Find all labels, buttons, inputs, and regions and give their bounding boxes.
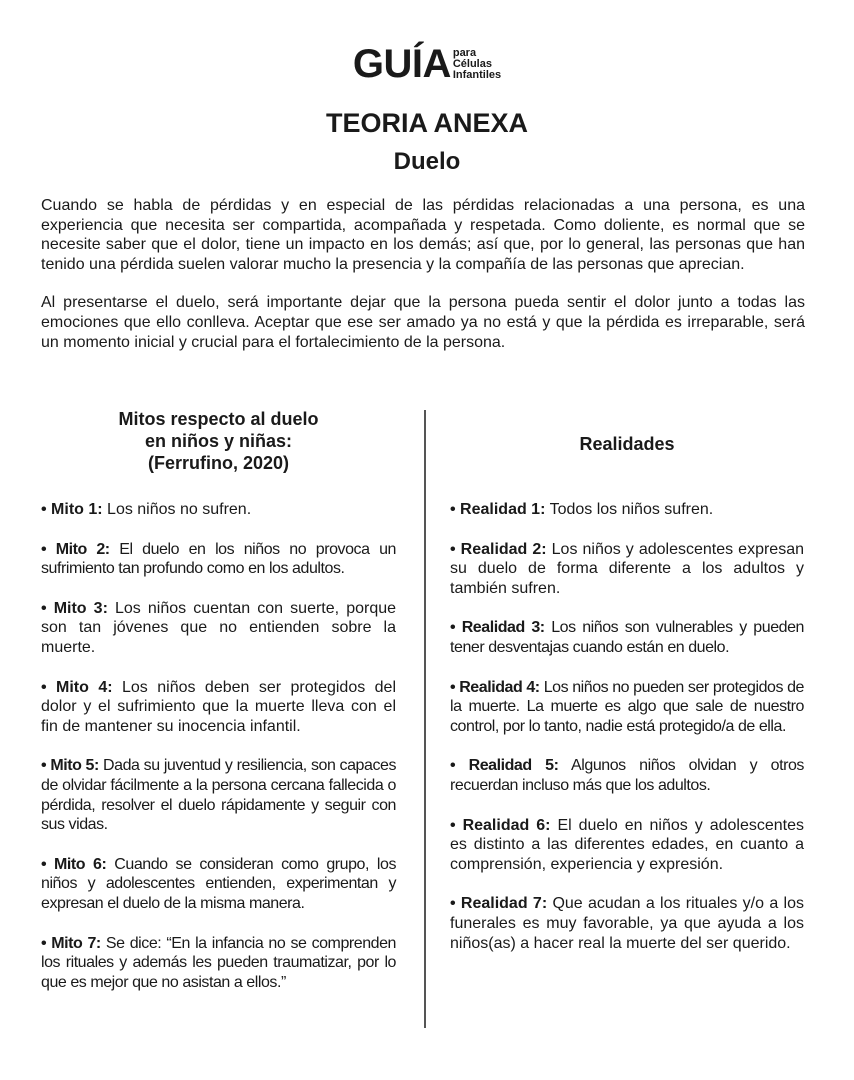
page-subtitle: Duelo bbox=[393, 148, 461, 175]
realities-column bbox=[450, 408, 804, 973]
reality-text: Todos los niños sufren. bbox=[545, 501, 714, 518]
reality-label: • Realidad 2: bbox=[450, 540, 547, 558]
myth-label: • Mito 3: bbox=[41, 599, 108, 617]
myth-item bbox=[41, 599, 396, 658]
myths-heading-line: en niños y niñas: bbox=[144, 431, 293, 451]
myths-heading bbox=[41, 408, 396, 480]
reality-item bbox=[450, 756, 804, 795]
reality-text: Los niños no pueden ser protegidos de la muerte. La muerte es algo que sale de nuestro control, por lo tanto, nadie está protegido/a de ella. bbox=[450, 678, 804, 735]
reality-label: • Realidad 5: bbox=[450, 757, 559, 775]
realities-list bbox=[450, 500, 804, 953]
myth-text: El duelo en los niños no provoca un sufrimiento tan profundo como en los adultos. bbox=[41, 540, 396, 578]
myth-label: • Mito 1: bbox=[41, 501, 103, 518]
reality-label: • Realidad 1: bbox=[450, 501, 546, 518]
myth-item bbox=[41, 500, 396, 520]
myth-label: • Mito 2: bbox=[41, 540, 110, 558]
reality-item bbox=[450, 540, 804, 599]
myth-text: Los niños deben ser protegidos del dolor y el sufrimiento que la muerte lleva con el fin de mantener su inocencia infantil. bbox=[41, 678, 397, 735]
reality-item bbox=[450, 894, 804, 953]
reality-label: • Realidad 4: bbox=[450, 678, 540, 696]
guia-logo bbox=[0, 44, 854, 84]
reality-text: Los niños y adolescentes expresan su duelo de forma diferente a los adultos y también sufren. bbox=[450, 540, 804, 597]
myth-label: • Mito 7: bbox=[41, 934, 101, 952]
column-divider bbox=[424, 410, 426, 1028]
logo-wordmark: GUÍA bbox=[352, 42, 451, 86]
myth-text: Se dice: “En la infancia no se comprenden los rituales y además les pueden traumatizar, por lo que es mejor que no asistan a ellos.” bbox=[41, 934, 397, 991]
intro-text bbox=[41, 196, 805, 371]
reality-item bbox=[450, 816, 804, 875]
reality-text: El duelo en niños y adolescentes es distinto a las diferentes edades, en cuanto a comprensión, experiencia y expresión. bbox=[450, 816, 805, 873]
intro-paragraph: Al presentarse el duelo, será importante dejar que la persona pueda sentir el dolor junto a todas las emociones que ello conlleva. Aceptar que ese ser amado ya no está y que la pérdida es irreparable, será un momento inicial y crucial para el fortalecimiento de la persona. bbox=[41, 294, 805, 351]
reality-text: Los niños son vulnerables y pueden tener desventajas cuando están en duelo. bbox=[450, 619, 804, 656]
myth-text: Los niños no sufren. bbox=[102, 501, 252, 518]
myths-heading-line: (Ferrufino, 2020) bbox=[147, 453, 290, 473]
myth-item bbox=[41, 855, 396, 914]
reality-item bbox=[450, 500, 804, 520]
reality-text: Que acudan a los rituales y/o a los funerales es muy favorable, ya que ayuda a los niños(as) a hacer real la muerte del ser querido. bbox=[450, 895, 804, 952]
logo-tagline-line: Células bbox=[452, 57, 492, 70]
myths-column bbox=[41, 408, 396, 1012]
logo-tagline bbox=[453, 48, 501, 81]
myth-item bbox=[41, 678, 396, 737]
reality-label: • Realidad 6: bbox=[450, 816, 551, 834]
reality-label: • Realidad 7: bbox=[450, 895, 548, 913]
myth-text: Los niños cuentan con suerte, porque son tan jóvenes que no entienden sobre la muerte. bbox=[41, 599, 397, 656]
myths-list bbox=[41, 500, 396, 992]
reality-item bbox=[450, 678, 804, 737]
myth-item bbox=[41, 756, 396, 834]
logo-tagline-line: Infantiles bbox=[452, 68, 502, 81]
myth-label: • Mito 5: bbox=[41, 757, 99, 775]
page-title: TEORIA ANEXA bbox=[325, 108, 528, 138]
realities-heading: Realidades bbox=[579, 434, 675, 454]
reality-item bbox=[450, 618, 804, 657]
myth-item bbox=[41, 934, 396, 993]
myths-heading-line: Mitos respecto al duelo bbox=[118, 409, 319, 429]
intro-paragraph: Cuando se habla de pérdidas y en especial de las pérdidas relacionadas a una persona, es una experiencia que necesita ser compartida, acompañada y respetada. Como doliente, es normal que se necesite saber que el dolor, tiene un impacto en los demás; así que, por lo general, las personas que han tenido una pérdida suelen valorar mucho la presencia y la compañía de las personas que aprecian. bbox=[41, 197, 805, 273]
reality-label: • Realidad 3: bbox=[450, 619, 545, 637]
myth-label: • Mito 6: bbox=[41, 855, 107, 873]
myth-item bbox=[41, 540, 396, 579]
myth-label: • Mito 4: bbox=[41, 678, 113, 696]
myth-text: Cuando se consideran como grupo, los niños y adolescentes entienden, experimentan y expresan el duelo de la misma manera. bbox=[41, 855, 397, 912]
reality-text: Algunos niños olvidan y otros recuerdan incluso más que los adultos. bbox=[450, 757, 804, 794]
logo-tagline-line: para bbox=[452, 46, 477, 59]
myth-text: Dada su juventud y resiliencia, son capaces de olvidar fácilmente a la persona cercana fallecida o pérdida, resolver el duelo rápidamente y seguir con sus vidas. bbox=[41, 757, 397, 834]
